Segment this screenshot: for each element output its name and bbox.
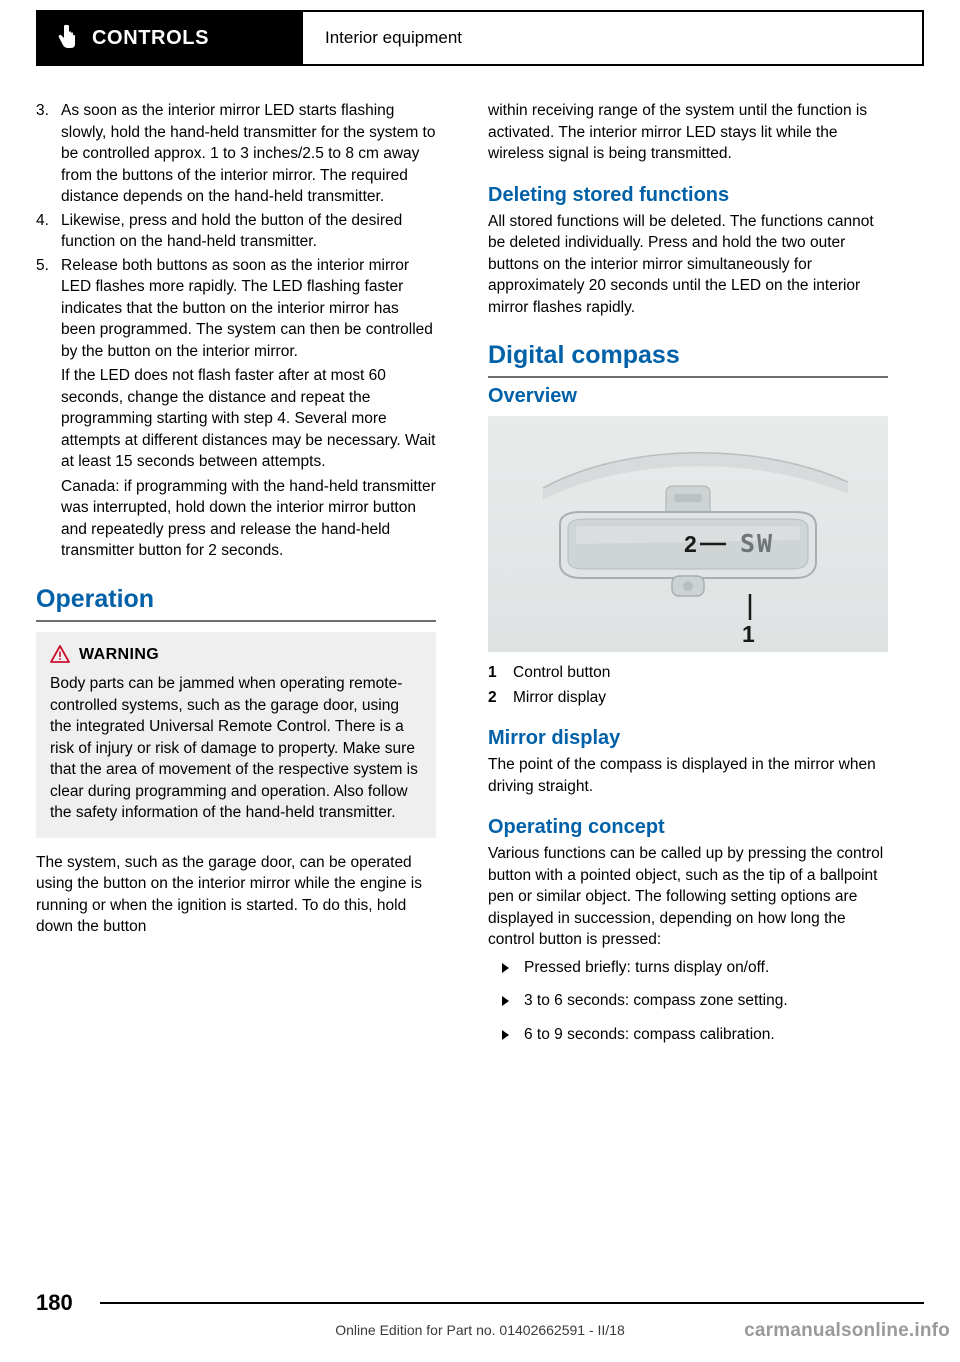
triangle-bullet-icon — [502, 1030, 509, 1040]
canada-note-paragraph: Canada: if programming with the hand-held transmitter was interrupted, hold down the interior mirror button and repeatedly press and release the hand-held transmitter button for 2 seconds. — [61, 477, 436, 559]
overview-heading: Overview — [488, 385, 577, 407]
header-section-block — [38, 12, 303, 64]
watermark: carmanualsonline.info — [744, 1320, 950, 1341]
options-list — [488, 957, 888, 1046]
right-column — [488, 100, 888, 1057]
option-text: Pressed briefly: turns display on/off. — [524, 958, 770, 976]
operation-heading: Operation — [36, 584, 436, 622]
step-text: Likewise, press and hold the button of the desired function on the hand-held transmitter. — [61, 211, 403, 250]
legend-item — [488, 687, 888, 709]
svg-text:1: 1 — [742, 621, 755, 647]
list-item — [36, 255, 436, 363]
figure-legend — [488, 662, 888, 708]
step-number: 4. — [36, 211, 49, 229]
step-text: As soon as the interior mirror LED starts flashing slowly, hold the hand-held transmitter for the system to be controlled approx. 1 to 3 inches/2.5 to 8 cm away from the buttons of the interior mirror. The required distance depends on the hand-held transmitter. — [61, 102, 436, 205]
deleting-stored-functions-heading: Deleting stored functions — [488, 183, 730, 206]
continued-paragraph: within receiving range of the system until the function is activated. The interior mirror LED stays lit while the wireless signal is being transmitted. — [488, 102, 868, 162]
header-section-label: CONTROLS — [92, 26, 210, 49]
legend-label: Control button — [513, 664, 611, 681]
mirror-display-heading: Mirror display — [488, 727, 621, 749]
list-item — [488, 957, 888, 979]
digital-compass-heading: Digital compass — [488, 340, 888, 378]
closing-paragraph: The system, such as the garage door, can be operated using the button on the interior mirror while the engine is running or when the ignition is started. To do this, hold down the button — [36, 853, 422, 935]
mirror-display-paragraph: The point of the compass is displayed in the mirror when driving straight. — [488, 756, 876, 795]
led-timing-paragraph: If the LED does not flash faster after at most 60 seconds, change the distance and repeat the programming starting with step 4. Several more attempts at different distances may be necessary. Wait at least 15 seconds between attempts. — [61, 367, 436, 470]
list-item — [488, 990, 888, 1012]
list-item — [488, 1024, 888, 1046]
option-text: 6 to 9 seconds: compass calibration. — [524, 1025, 775, 1043]
mirror-illustration-figure — [488, 416, 888, 652]
triangle-bullet-icon — [502, 996, 509, 1006]
warning-title: WARNING — [79, 645, 160, 663]
hand-pointing-icon — [52, 24, 78, 52]
footer-divider — [100, 1302, 924, 1304]
legend-number: 1 — [488, 664, 497, 681]
warning-body: Body parts can be jammed when operating remote-controlled systems, such as the garage door, using the integrated Universal Remote Control. There is a risk of injury or risk of damage to property. Make sure that the area of movement of the respective system is clear during programming and operation. Also follow the safety information of the hand-held transmitter. — [50, 675, 418, 821]
list-item — [36, 210, 436, 253]
step-text: Release both buttons as soon as the interior mirror LED flashes more rapidly. The LED flashing faster indicates that the button on the interior mirror has been programmed. The system can then be controlled by the button on the interior mirror. — [61, 256, 433, 360]
header-topic: Interior equipment — [303, 12, 922, 64]
deleting-paragraph: All stored functions will be deleted. The functions cannot be deleted individually. Press and hold the two outer buttons on the interior mirror simultaneously for approximately 20 seconds until the LED on the interior mirror flashes rapidly. — [488, 212, 874, 316]
footer-note: Online Edition for Part no. 01402662591 - II/18 — [335, 1322, 625, 1338]
step-number: 5. — [36, 256, 49, 274]
legend-label: Mirror display — [513, 688, 607, 706]
warning-box — [36, 632, 436, 838]
warning-header — [50, 644, 422, 666]
page-number: 180 — [36, 1290, 73, 1315]
left-column — [36, 100, 436, 938]
triangle-bullet-icon — [502, 963, 509, 973]
numbered-step-list — [36, 100, 436, 362]
legend-number: 2 — [488, 688, 497, 706]
legend-item — [488, 662, 888, 684]
list-item — [36, 100, 436, 208]
option-text: 3 to 6 seconds: compass zone setting. — [524, 992, 788, 1009]
operating-concept-heading: Operating concept — [488, 816, 665, 838]
warning-triangle-icon — [50, 645, 70, 663]
page-header — [36, 10, 924, 66]
operating-concept-paragraph: Various functions can be called up by pressing the control button with a pointed object, such as the tip of a ballpoint pen or similar object. The following setting options are displayed in succession, depending on how long the control button is pressed: — [488, 845, 884, 948]
svg-text:SW: SW — [740, 529, 775, 558]
svg-text:2: 2 — [684, 531, 697, 557]
step-number: 3. — [36, 102, 49, 119]
